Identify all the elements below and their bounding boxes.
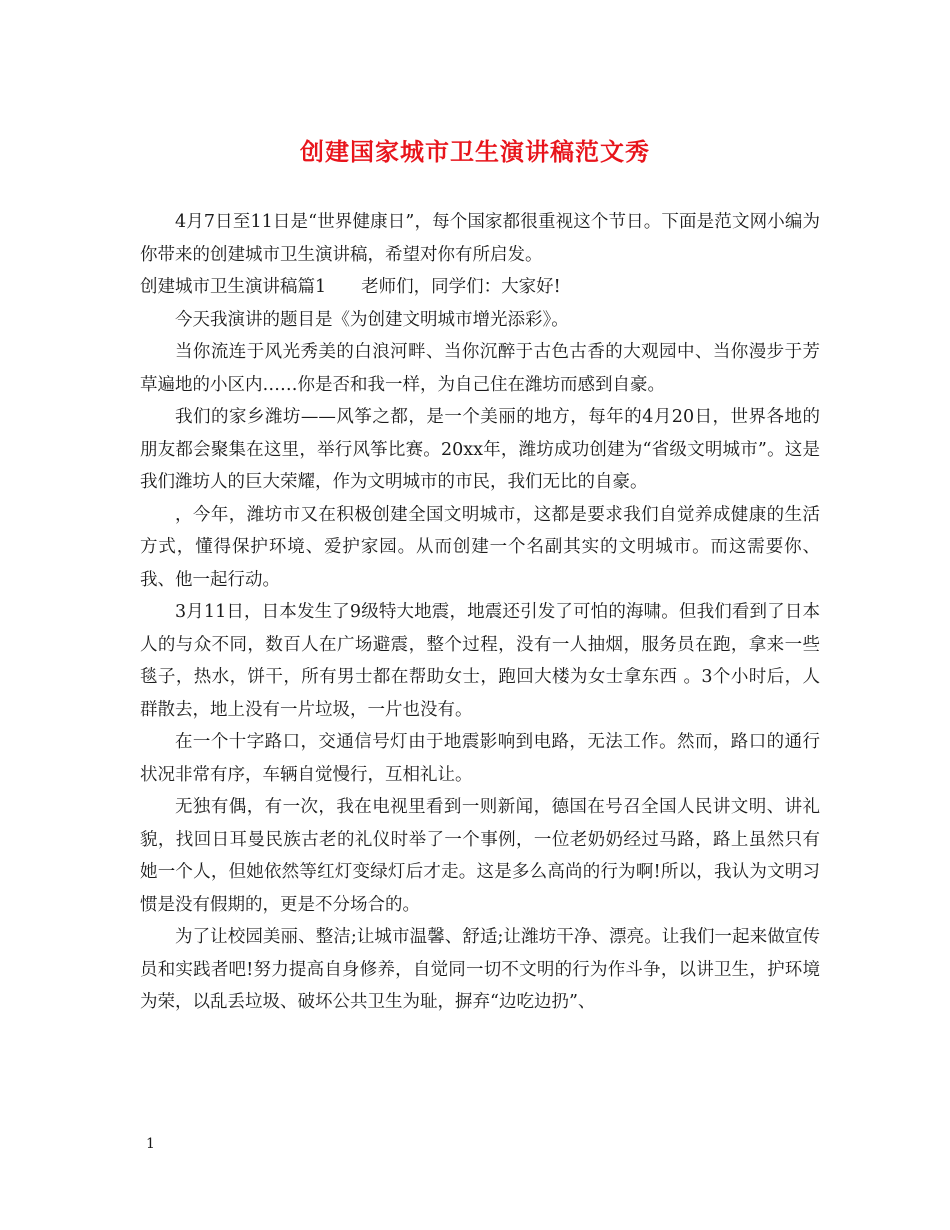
document-body bbox=[140, 206, 820, 1019]
paragraph: 在一个十字路口，交通信号灯由于地震影响到电路，无法工作。然而，路口的通行状况非常有序，车辆自觉慢行，互相礼让。 bbox=[140, 732, 820, 785]
paragraph: 为了让校园美丽、整洁;让城市温馨、舒适;让潍坊干净、漂亮。让我们一起来做宣传员和实践者吧!努力提高自身修养，自觉同一切不文明的行为作斗争，以讲卫生，护环境为荣，以乱丢垃圾、破坏公共卫生为耻，摒弃“边吃边扔”、 bbox=[140, 927, 820, 1012]
paragraph: 3月11日，日本发生了9级特大地震，地震还引发了可怕的海啸。但我们看到了日本人的与众不同，数百人在广场避震，整个过程，没有一人抽烟，服务员在跑，拿来一些毯子，热水，饼干，所有男士都在帮助女士，跑回大楼为女士拿东西 。3个小时后，人群散去，地上没有一片垃圾，一片也没有。 bbox=[140, 602, 820, 720]
paragraph-section-heading: 创建城市卫生演讲稿篇1 老师们，同学们：大家好! bbox=[140, 277, 561, 297]
paragraph: ，今年，潍坊市又在积极创建全国文明城市，这都是要求我们自觉养成健康的生活方式，懂得保护环境、爱护家园。从而创建一个名副其实的文明城市。而这需要你、我、他一起行动。 bbox=[140, 504, 820, 590]
paragraph-intro: 4月7日至11日是“世界健康日”，每个国家都很重视这个节日。下面是范文网小编为你带来的创建城市卫生演讲稿，希望对你有所启发。 bbox=[140, 212, 820, 265]
paragraph: 我们的家乡潍坊——风筝之都，是一个美丽的地方，每年的4月20日，世界各地的朋友都会聚集在这里，举行风筝比赛。20xx年，潍坊成功创建为“省级文明城市”。这是我们潍坊人的巨大荣耀，作为文明城市的市民，我们无比的自豪。 bbox=[140, 407, 820, 492]
page-number: 1 bbox=[146, 1136, 155, 1152]
document-title: 创建国家城市卫生演讲稿范文秀 bbox=[300, 137, 650, 166]
paragraph: 当你流连于风光秀美的白浪河畔、当你沉醉于古色古香的大观园中、当你漫步于芳草遍地的小区内……你是否和我一样，为自己住在潍坊而感到自豪。 bbox=[140, 342, 820, 395]
paragraph: 无独有偶，有一次，我在电视里看到一则新闻，德国在号召全国人民讲文明、讲礼貌，找回日耳曼民族古老的礼仪时举了一个事例，一位老奶奶经过马路，路上虽然只有她一个人，但她依然等红灯变绿灯后才走。这是多么高尚的行为啊!所以，我认为文明习惯是没有假期的，更是不分场合的。 bbox=[140, 797, 820, 915]
paragraph: 今天我演讲的题目是《为创建文明城市增光添彩》。 bbox=[175, 309, 569, 330]
